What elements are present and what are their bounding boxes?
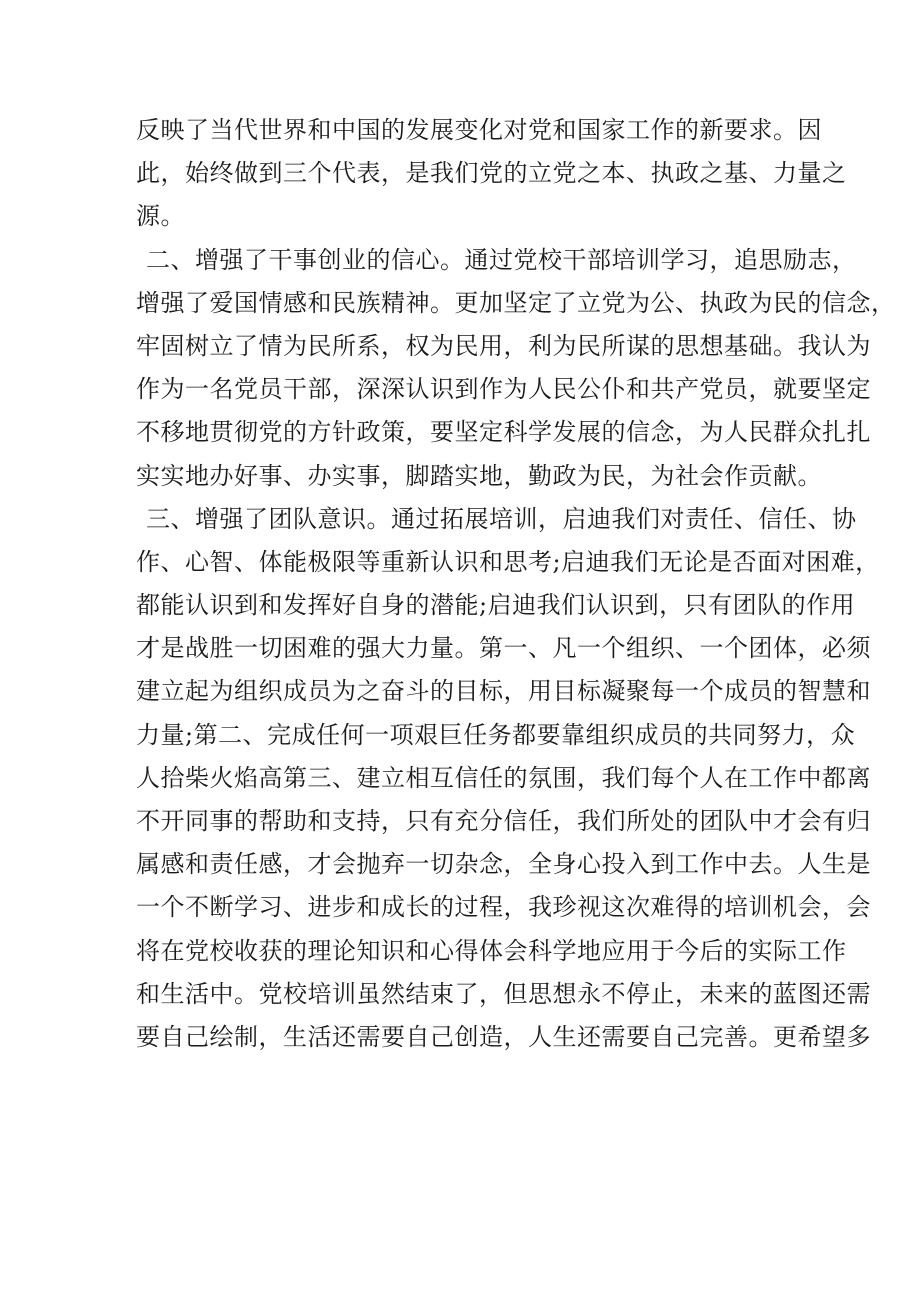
text-line: 将在党校收获的理论知识和心得体会科学地应用于今后的实际工作 [136, 936, 847, 965]
text-line: 属感和责任感，才会抛弃一切杂念，全身心投入到工作中去。人生是 [136, 850, 871, 879]
text-line: 不移地贯彻党的方针政策，要坚定科学发展的信念，为人民群众扎扎 [136, 418, 871, 447]
text-line: 不开同事的帮助和支持，只有充分信任，我们所处的团队中才会有归 [136, 807, 871, 835]
text-line: 人拾柴火焰高第三、建立相互信任的氛围，我们每个人在工作中都离 [136, 763, 871, 792]
text-line: 反映了当代世界和中国的发展变化对党和国家工作的新要求。因 [136, 116, 822, 144]
text-line: 要自己绘制，生活还需要自己创造，人生还需要自己完善。更希望多 [136, 1022, 871, 1051]
section-heading-line: 二、增强了干事创业的信心。通过党校干部培训学习，追思励志， [146, 245, 857, 274]
text-line: 作为一名党员干部，深深认识到作为人民公仆和共产党员，就要坚定 [136, 375, 871, 404]
text-line: 牢固树立了情为民所系，权为民用，利为民所谋的思想基础。我认为 [136, 331, 871, 360]
text-line: 力量;第二、完成任何一项艰巨任务都要靠组织成员的共同努力，众 [136, 720, 856, 749]
text-line: 实实地办好事、办实事，脚踏实地，勤政为民，为社会作贡献。 [136, 461, 822, 490]
text-line: 源。 [136, 202, 185, 231]
text-line: 和生活中。党校培训虽然结束了，但思想永不停止，未来的蓝图还需 [136, 979, 871, 1008]
text-line: 作、心智、体能极限等重新认识和思考;启迪我们无论是否面对困难， [136, 547, 880, 576]
text-line: 建立起为组织成员为之奋斗的目标，用目标凝聚每一个成员的智慧和 [136, 677, 871, 706]
text-line: 才是战胜一切困难的强大力量。第一、凡一个组织、一个团体，必须 [136, 634, 871, 663]
text-line: 一个不断学习、进步和成长的过程，我珍视这次难得的培训机会，会 [136, 893, 871, 922]
text-line: 此，始终做到三个代表，是我们党的立党之本、执政之基、力量之 [136, 159, 847, 188]
text-line: 都能认识到和发挥好自身的潜能;启迪我们认识到，只有团队的作用 [136, 591, 856, 620]
document-body [136, 109, 896, 1059]
section-heading-line: 三、增强了团队意识。通过拓展培训，启迪我们对责任、信任、协 [146, 504, 857, 533]
text-line: 增强了爱国情感和民族精神。更加坚定了立党为公、执政为民的信念， [136, 288, 896, 317]
